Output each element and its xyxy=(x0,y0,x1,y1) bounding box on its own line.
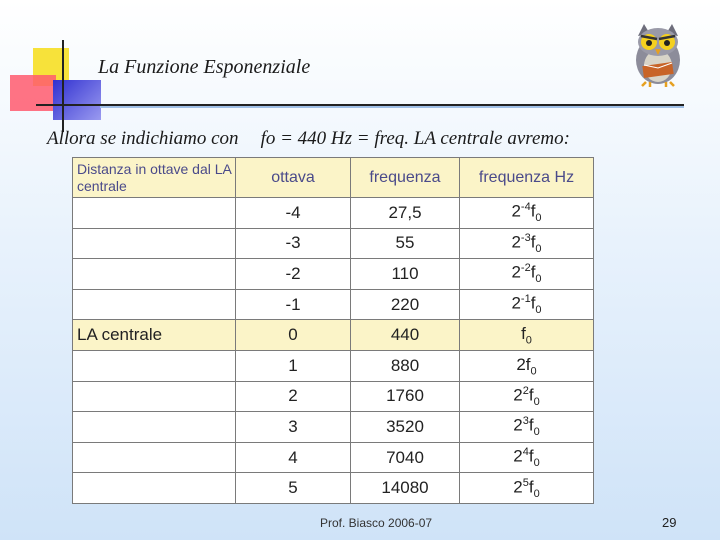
table-row xyxy=(73,473,594,504)
row-frequenza: 880 xyxy=(351,350,460,381)
slide-title: La Funzione Esponenziale xyxy=(98,56,311,78)
exponent: -2 xyxy=(520,262,531,275)
row-label xyxy=(73,442,236,473)
table-row xyxy=(73,289,594,320)
header-frequenza-hz: frequenza Hz xyxy=(460,158,594,198)
row-ottava: -1 xyxy=(236,289,351,320)
row-ottava: 0 xyxy=(236,320,351,351)
table-row xyxy=(73,350,594,381)
decor-vertical-line xyxy=(62,40,64,132)
intro-right: fo = 440 Hz = freq. LA centrale avremo: xyxy=(260,128,570,149)
exponent: 5 xyxy=(522,476,529,489)
exponent: 3 xyxy=(522,415,529,428)
row-frequenza: 1760 xyxy=(351,381,460,412)
table-row xyxy=(73,198,594,229)
row-label xyxy=(73,198,236,229)
row-frequenza: 3520 xyxy=(351,412,460,443)
owl-reading-icon xyxy=(626,20,690,88)
row-frequenza: 14080 xyxy=(351,473,460,504)
row-label xyxy=(73,350,236,381)
row-ottava: 5 xyxy=(236,473,351,504)
exponent: -3 xyxy=(520,231,531,244)
row-ottava: -3 xyxy=(236,228,351,259)
intro-left: Allora se indichiamo con xyxy=(47,128,239,149)
frequency-table xyxy=(72,157,594,504)
row-ottava: 1 xyxy=(236,350,351,381)
exponent: -1 xyxy=(520,293,531,306)
page-number: 29 xyxy=(662,515,677,530)
row-frequenza: 110 xyxy=(351,259,460,290)
row-frequenza: 55 xyxy=(351,228,460,259)
row-frequenza-hz: $2f_0$ xyxy=(460,350,594,381)
table-row xyxy=(73,259,594,290)
row-frequenza: 440 xyxy=(351,320,460,351)
exponent: 2 xyxy=(522,384,529,397)
row-frequenza: 220 xyxy=(351,289,460,320)
row-label xyxy=(73,228,236,259)
row-label xyxy=(73,381,236,412)
row-ottava: -4 xyxy=(236,198,351,229)
row-ottava: 2 xyxy=(236,381,351,412)
row-frequenza-hz: $2^{-4}f_0$ xyxy=(460,198,594,229)
row-frequenza-hz: $2^4f_0$ xyxy=(460,442,594,473)
row-frequenza-hz: $2^5f_0$ xyxy=(460,473,594,504)
row-frequenza: 27,5 xyxy=(351,198,460,229)
row-frequenza-hz: $f_0$ xyxy=(460,320,594,351)
exponent: 4 xyxy=(522,446,529,459)
footer-author: Prof. Biasco 2006-07 xyxy=(320,516,433,530)
title-underline-shadow xyxy=(100,106,684,108)
row-frequenza-hz: $2^3f_0$ xyxy=(460,412,594,443)
row-label: LA centrale xyxy=(73,320,236,351)
row-ottava: 4 xyxy=(236,442,351,473)
row-ottava: -2 xyxy=(236,259,351,290)
header-frequenza: frequenza xyxy=(351,158,460,198)
intro-text xyxy=(47,128,570,150)
table-row xyxy=(73,381,594,412)
row-label xyxy=(73,412,236,443)
row-ottava: 3 xyxy=(236,412,351,443)
table-row xyxy=(73,228,594,259)
decor-blue-square xyxy=(53,80,101,120)
table-header-row xyxy=(73,158,594,198)
row-frequenza: 7040 xyxy=(351,442,460,473)
table-row xyxy=(73,442,594,473)
row-frequenza-hz: $2^{-1}f_0$ xyxy=(460,289,594,320)
row-frequenza-hz: $2^{-3}f_0$ xyxy=(460,228,594,259)
row-label xyxy=(73,259,236,290)
row-frequenza-hz: $2^{-2}f_0$ xyxy=(460,259,594,290)
row-label xyxy=(73,289,236,320)
table-row xyxy=(73,320,594,351)
table-row xyxy=(73,412,594,443)
header-ottava: ottava xyxy=(236,158,351,198)
header-distance: Distanza in ottave dal LA centrale xyxy=(73,158,236,198)
row-frequenza-hz: $2^2f_0$ xyxy=(460,381,594,412)
row-label xyxy=(73,473,236,504)
exponent: -4 xyxy=(520,201,531,214)
